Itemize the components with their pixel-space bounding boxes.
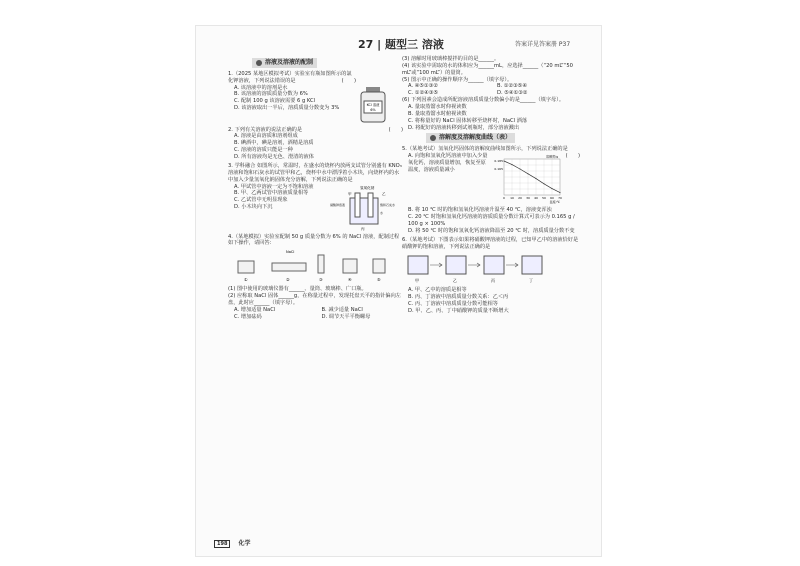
section-heading-solution-prep: 溶液及溶液的配制 xyxy=(252,58,317,68)
q5-option-a: A. 向饱和氢氧化钙溶液中加入少量氧化钙，溶液质量增加，恢复至原温度，溶液质量减小 xyxy=(408,153,488,173)
figure-label-bing: 丙 xyxy=(361,226,365,231)
q4-5-option-d: D. ⑤④①③② xyxy=(497,90,528,97)
chart-x-tick-label: 30 xyxy=(525,196,530,201)
q2-stem: 2. 下列有关溶液的说法正确的是 xyxy=(228,126,303,133)
q4-option-c: C. 增加砝码 xyxy=(234,313,262,320)
q4-stem: 4.（某地模拟）实验室配制 50 g 质量分数为 6% 的 NaCl 溶液，配制过程如下操作，请回答： xyxy=(228,233,400,247)
q6-option-c: C. 丙、丁溶液中溶质质量分数可能相等 xyxy=(408,300,498,307)
bottle-label: KCl 溶液 xyxy=(366,102,380,107)
beaker-label-ding: 丁 xyxy=(529,278,533,284)
q5-option-c: C. 20 ℃ 时饱和氢氧化钙溶液的溶质质量分数计算式可表示为 0.165 g / 100 g × 100% xyxy=(408,214,575,227)
chart-point xyxy=(559,192,560,193)
chart-x-tick-label: 70 xyxy=(557,196,562,201)
figure-label-yi: 乙 xyxy=(382,191,386,196)
figure-label-naoh: 氢氧化钠 xyxy=(360,185,375,190)
chart-point xyxy=(535,178,536,179)
question-1: 1.（2025 某地区模拟考试）实验室有瓶如图所示的氯化钾溶液，下列说法错误的是 ( ) A. 该溶液中的溶剂是水 B. 该溶液的溶质质量分数为 6% C. 配制 100 g 该溶液需要 6 g KCl D. 该溶液取出一半后，溶质质量分数变为 3% KCl 溶液 6% xyxy=(228,71,403,125)
q3-option-c: C. 乙试管中无明显现象 xyxy=(234,197,288,204)
q4-6-option-a: A. 量取蒸馏水时仰视读数 xyxy=(408,104,467,111)
chart-point xyxy=(519,169,520,170)
q5-stem: 5.（某地考试）氢氧化钙固体的溶解度曲线如图所示，下列说法正确的是 xyxy=(402,146,568,153)
q4-option-a: A. 增加适量 NaCl xyxy=(234,306,276,313)
beaker-label-jia: 甲 xyxy=(415,278,419,284)
q4-5-option-a: A. ④⑤①③② xyxy=(408,83,439,90)
section-icon xyxy=(430,135,436,141)
reagent-bottle-figure xyxy=(356,85,392,125)
q4-5-option-b: B. ①②③⑤④ xyxy=(497,83,528,90)
q2-option-d: D. 所有溶液均是无色、澄清的液体 xyxy=(234,154,314,161)
subject-label: 化学 xyxy=(238,540,251,547)
q4-procedure-figure xyxy=(228,247,398,283)
step-5: ⑤ xyxy=(377,277,381,283)
q4-6-option-c: C. 将称量好的 NaCl 固体转移至烧杯时，NaCl 洒落 xyxy=(408,117,528,124)
beaker-label-yi: 乙 xyxy=(453,278,457,284)
beaker-test-tube-figure xyxy=(328,184,398,232)
question-6 xyxy=(402,237,580,315)
figure-label-jia: 甲 xyxy=(348,191,352,196)
q6-option-a: A. 甲、乙中的溶质是相等 xyxy=(408,287,467,294)
q1-stem: 1.（2025 某地区模拟考试）实验室有瓶如图所示的氯化钾溶液，下列说法错误的是 xyxy=(228,70,352,84)
q4-6-option-b: B. 量取蒸馏水时俯视读数 xyxy=(408,110,467,117)
chart-x-tick-label: 0 xyxy=(502,196,505,201)
page-number: 198 xyxy=(214,540,230,548)
q4-cont-4: (4) 该实验中需取的水的体积应为______mL，应选择______（“20 mL”“50 mL”或“100 mL”）的量筒。 xyxy=(402,62,573,76)
section-heading-solubility: 溶解度及溶解度曲线（表） xyxy=(426,133,515,143)
nacl-label: NaCl xyxy=(286,250,295,255)
chart-x-tick-label: 60 xyxy=(549,196,554,201)
chart-y-tick-label: 0.185 xyxy=(493,159,503,164)
chart-point xyxy=(503,161,504,162)
step-1: ① xyxy=(244,277,248,283)
step-3: ③ xyxy=(319,277,323,283)
q4-cont-5: (5) 图示中正确的操作顺序为______（填字母）。 xyxy=(402,76,513,83)
figure-label-kno3: 硝酸钾溶液 xyxy=(330,202,346,207)
figure-label-limewater: 饱和石灰水 xyxy=(380,202,396,207)
chart-point xyxy=(527,174,528,175)
chart-point xyxy=(543,184,544,185)
q4-option-d: D. 调节天平平衡螺母 xyxy=(321,313,371,320)
answer-reference: 答案详见答案册 P37 xyxy=(515,41,571,48)
q2-option-a: A. 溶液是由溶质和溶剂组成 xyxy=(234,133,298,140)
q1-option-b: B. 该溶液的溶质质量分数为 6% xyxy=(234,91,308,98)
q5-option-d: D. 将 50 ℃ 时的饱和氢氧化钙溶液降温至 20 ℃ 时，溶质质量分数不变 xyxy=(408,227,575,234)
question-2: 2. 下列有关溶液的说法正确的是 ( ) A. 溶液是由溶质和溶剂组成 B. 碘酒中，碘是溶剂，酒精是溶质 C. 溶液的溶质只能是一种 D. 所有溶液均是无色、澄清的液体 xyxy=(228,126,403,161)
q3-option-a: A. 甲试管中溶液一定为不饱和溶液 xyxy=(234,183,314,190)
q5-option-b: B. 将 10 ℃ 时的饱和氢氧化钙溶液升温至 40 ℃，溶液变浑浊 xyxy=(408,207,552,214)
q6-option-b: B. 丙、丁溶液中溶质质量分数关系：乙＜丙 xyxy=(408,294,509,301)
q6-process-figure xyxy=(402,250,552,284)
q6-option-d: D. 甲、乙、丙、丁中硝酸钾的质量不断增大 xyxy=(408,307,509,314)
q4-option-b: B. 减少适量 NaCl xyxy=(321,306,363,313)
q3-stem: 3. 学科融合 如图所示，常温时，在盛水的烧杯内放两支试管分别盛有 KNO₃ 溶液和饱和石灰水的试管甲和乙，烧杯中水中漂浮着小木块，向烧杯内的水中加入少量氢氧化钠固体充分溶解，下列说法正确的是 xyxy=(228,162,402,183)
q2-option-c: C. 溶液的溶质只能是一种 xyxy=(234,147,293,154)
q4-sub-1: (1) 图中使用的玻璃仪器有______、量筒、玻璃棒、广口瓶。 xyxy=(228,286,367,293)
q6-stem: 6.（某地考试）下图表示如果将硝酸钾溶液的过程，已知甲乙中的溶液恰好是硝酸钾的饱和溶液，下列说法正确的是 xyxy=(402,236,579,250)
q4-sub-2: (2) 应称取 NaCl 固体______g，在称量过程中，发现托盘天平的指针偏向左盘，此时应______（填字母）。 xyxy=(228,292,401,306)
chart-y-tick-label: 0.165 xyxy=(493,167,503,172)
q4-cont-6: (6) 下列因素会造成所配溶液溶质质量分数偏小的是______（填字母）。 xyxy=(402,97,565,104)
chart-x-tick-label: 40 xyxy=(533,196,538,201)
chart-point xyxy=(511,164,512,165)
figure-label-water: 水 xyxy=(380,210,384,215)
chart-x-axis-label: 温度/℃ xyxy=(549,200,560,205)
question-4 xyxy=(228,234,403,321)
question-5: 5.（某地考试）氢氧化钙固体的溶解度曲线如图所示，下列说法正确的是 ( ) A. 向饱和氢氧化钙溶液中加入少量氧化钙，溶液质量增加，恢复至原温度，溶液质量减小 0 10 20 30 40 50 60 70 0.185 0.165 溶解度/g 温度/℃ B. 将 10 ℃ 时的饱和氢氧化钙溶液升温至 40 ℃，溶液变浑浊 C. 20 ℃ 时饱和氢氧化钙溶液的溶质质量分数计算式可表示为 0.165 g / 100 g × 100% D. 将 50 ℃ 时的饱和氢氧化钙溶液降温至 20 ℃ 时，溶质质量分数不变 xyxy=(402,146,580,234)
q1-option-d: D. 该溶液取出一半后，溶质质量分数变为 3% xyxy=(234,105,340,112)
page-footer xyxy=(214,538,251,548)
q1-option-a: A. 该溶液中的溶剂是水 xyxy=(234,84,288,91)
q4-6-option-d: D. 将配好的溶液转移到试剂瓶时，部分溶液溅出 xyxy=(408,124,520,131)
section-icon xyxy=(256,60,262,66)
chart-x-tick-label: 20 xyxy=(517,196,522,201)
q4-5-option-c: C. ①②④③⑤ xyxy=(408,90,439,97)
chart-y-axis-label: 溶解度/g xyxy=(545,154,558,159)
chart-point xyxy=(551,188,552,189)
solubility-chart xyxy=(488,153,566,207)
question-3 xyxy=(228,163,403,232)
right-column xyxy=(402,56,580,317)
chart-x-tick-label: 50 xyxy=(541,196,546,201)
q4-cont-3: (3) 溶解时用玻璃棒搅拌的目的是______。 xyxy=(402,56,500,62)
q2-option-b: B. 碘酒中，碘是溶剂，酒精是溶质 xyxy=(234,140,314,147)
step-2: ② xyxy=(286,277,290,283)
chart-x-tick-label: 10 xyxy=(509,196,514,201)
q3-option-b: B. 甲、乙两试管中溶液质量相等 xyxy=(234,190,309,197)
step-4: ④ xyxy=(348,277,352,283)
left-column xyxy=(228,56,403,322)
page-title: 27 | 题型三 溶液 xyxy=(358,38,444,51)
beaker-label-bing: 丙 xyxy=(491,278,495,284)
svg-text:6%: 6% xyxy=(370,107,376,112)
q1-option-c: C. 配制 100 g 该溶液需要 6 g KCl xyxy=(234,98,316,105)
q3-option-d: D. 小木块向下沉 xyxy=(234,204,273,211)
